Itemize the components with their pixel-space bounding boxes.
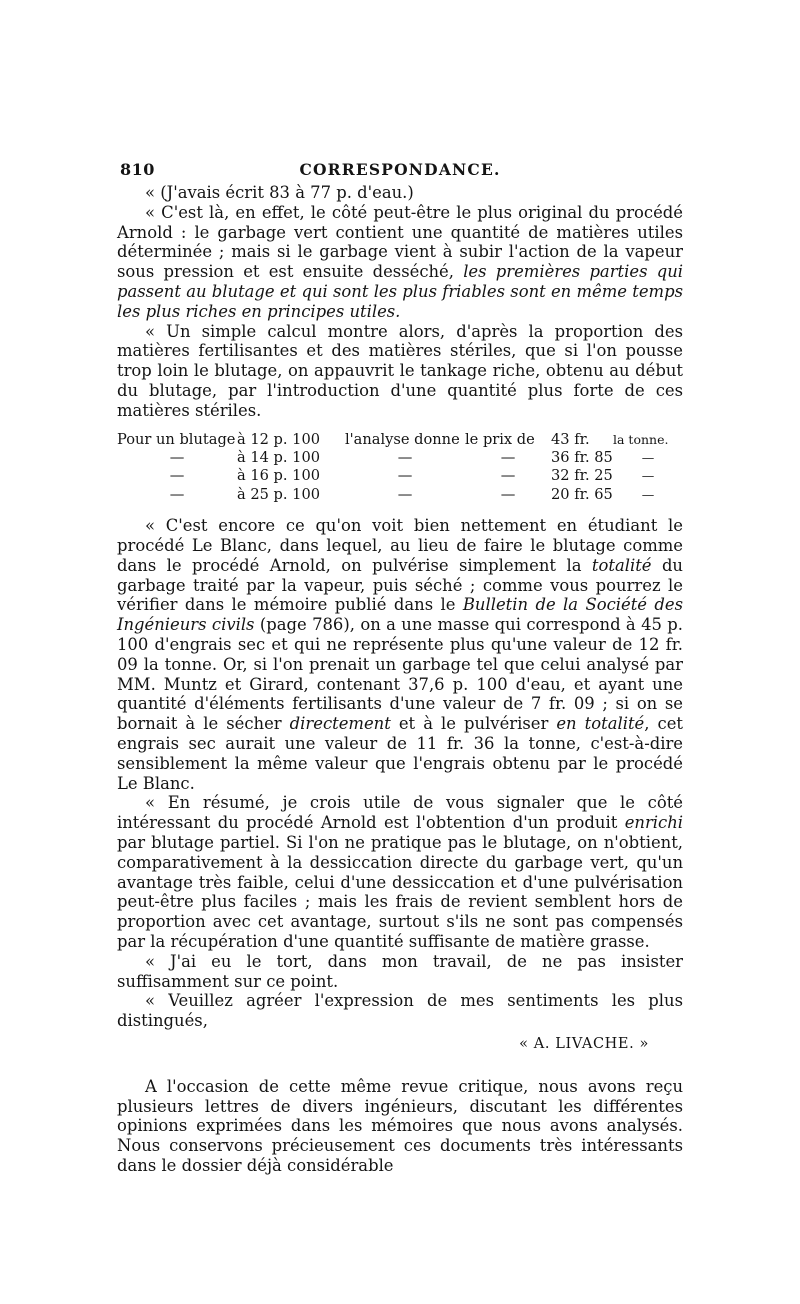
price-table [117,431,683,505]
page-number: 810 [120,160,155,179]
paragraph-italic-text: les premières parties qui passent au blutage et qui sont les plus friables sont en même temps les plus riches en principes utiles. [117,262,683,321]
paragraph-note: « (J'avais écrit 83 à 77 p. d'eau.) [145,183,414,202]
table-cell: — [169,448,185,466]
table-row [117,431,683,449]
page-body [117,183,683,1176]
table-cell: à 14 p. 100 [237,448,321,466]
table-cell: à 16 p. 100 [237,467,321,485]
table-cell: 43 fr. [551,430,590,448]
table-cell: la tonne. [613,431,669,447]
table-cell: — [500,485,516,503]
paragraph-text: « C'est là, en effet, le côté peut-être le plus original du procédé Arnold : le garbage vert contient une quantité de matières utiles déterminée ; mais si le garbage vient à subir l'action de la vapeur sous pression et est ensuite desséché, [117,202,683,282]
table-cell: — [500,448,516,466]
page-header [120,160,680,182]
paragraph-text: par blutage partiel. Si l'on ne pratique pas le blutage, on n'obtient, comparativement à la dessiccation directe du garbage vert, qu'un avantage très faible, celui d'une dessiccation et d'une pulvérisation peut-être plus faciles ; mais les frais de revient semblent hors de proportion avec cet avantage, surtout s'ils ne sont pas compensés par la récupération d'une quantité suffisante de matière grasse. [117,832,683,951]
paragraph-text: (page 786), on a une masse qui correspond à 45 p. 100 d'engrais sec et qui ne représente plus qu'une valeur de 12 fr. 09 la tonne. Or, si l'on prenait un garbage tel que celui analysé par MM. Muntz et Girard, contenant 37,6 p. 100 d'eau, et ayant une quantité d'éléments fertilisants d'une valeur de 7 fr. 09 ; si on se bornait à le sécher [117,615,684,734]
paragraph-le-blanc-process [117,516,683,793]
table-cell: Pour un blutage [117,430,236,448]
table-cell: 32 fr. 25 [551,467,613,485]
paragraph-text: « C'est encore ce qu'on voit bien nettement en étudiant le procédé Le Blanc, dans lequel, au lieu de faire le blutage comme dans le procédé Arnold, on pulvérise simplement la [117,516,683,575]
paragraph-text: « En résumé, je crois utile de vous signaler que le côté intéressant du procédé Arnold est l'obtention d'un produit [117,793,683,833]
table-cell: — [169,485,185,503]
table-cell: — [641,449,655,465]
paragraph-italic-text: enrichi [624,813,683,833]
table-cell: — [500,467,516,485]
paragraph-closing: « Veuillez agréer l'expression de mes sentiments les plus distingués, [117,991,683,1031]
paragraph-italic-text: Bulletin de la Société des Ingénieurs civils [117,595,683,635]
table-row [117,449,683,467]
signature: « A. LIVACHE. » [519,1035,649,1052]
table-cell: — [169,467,185,485]
table-row [117,486,683,504]
paragraph-italic-text: totalité [591,555,652,575]
table-cell: — [397,448,413,466]
paragraph-regret: « J'ai eu le tort, dans mon travail, de ne pas insister suffisamment sur ce point. [117,951,683,991]
section-gap [117,1055,683,1077]
paragraph-calculation: « Un simple calcul montre alors, d'après la proportion des matières fertilisantes et des matières stériles, que si l'on pousse trop loin le blutage, on appauvrit le tankage riche, obtenu au début du blutage, par l'introduction d'une quantité plus forte de ces matières stériles. [117,321,683,420]
table-cell: l'analyse donne [345,430,460,448]
table-cell: 20 fr. 65 [551,485,613,503]
table-row [117,467,683,485]
table-cell: à 25 p. 100 [237,485,321,503]
paragraph-text: et à le pulvériser [390,714,557,734]
table-cell: — [397,485,413,503]
table-cell: à 12 p. 100 [237,430,321,448]
paragraph-editorial-note: A l'occasion de cette même revue critique, nous avons reçu plusieurs lettres de divers ingénieurs, discutant les différentes opinions exprimées dans les mémoires que nous avons analysés. Nous conservons précieusement ces documents très intéressants dans le dossier déjà considérable [117,1076,683,1175]
table-cell: — [397,467,413,485]
paragraph-italic-text: directement [289,714,391,734]
table-cell: 36 fr. 85 [551,448,613,466]
table-cell: — [641,468,655,484]
paragraph-summary [117,793,683,951]
paragraph-italic-text: en totalité [556,714,645,734]
paragraph-text: du garbage traité par la vapeur, puis séché ; comme vous pourrez le vérifier dans le mémoire publié dans le [117,555,683,615]
table-cell: — [641,486,655,502]
running-title: CORRESPONDANCE. [299,160,501,179]
table-cell: le prix de [465,430,535,448]
paragraph-arnold-process [117,203,683,322]
paragraph-text: , cet engrais sec aurait une valeur de 11 fr. 36 la tonne, c'est-à-dire sensiblement la même valeur que l'engrais obtenu par le procédé Le Blanc. [117,714,683,793]
